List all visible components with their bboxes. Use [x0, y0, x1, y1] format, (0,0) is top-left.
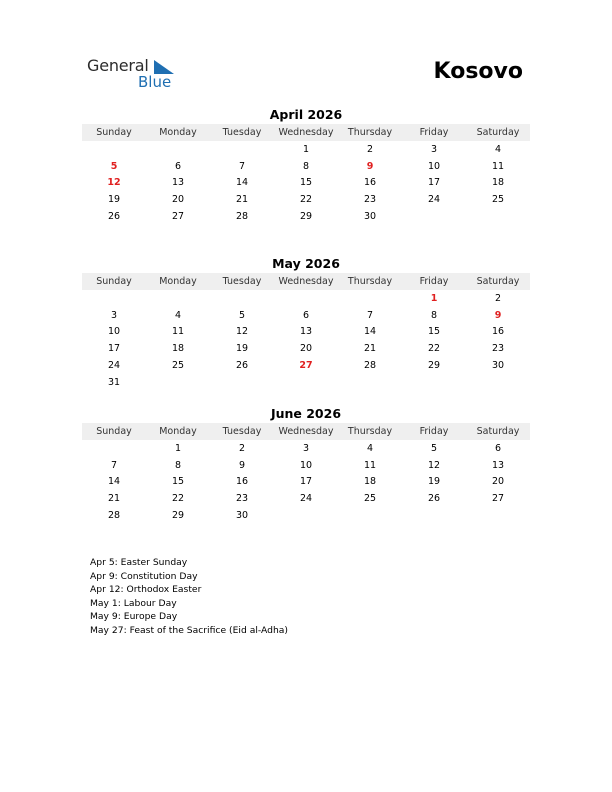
holiday-day-cell: 9	[366, 160, 374, 172]
week-row	[82, 357, 530, 374]
day-cell: 17	[299, 476, 313, 488]
week-row	[82, 374, 530, 391]
day-cell: 5	[430, 442, 438, 454]
day-cell: 7	[110, 459, 118, 471]
weekday-label: Wednesday	[278, 276, 334, 287]
day-cell: 1	[174, 442, 182, 454]
day-cell: 23	[491, 343, 505, 355]
month-calendar-may	[82, 255, 530, 391]
day-cell: 14	[107, 476, 121, 488]
day-cell: 23	[363, 194, 377, 206]
day-cell: 3	[430, 143, 438, 155]
day-cell: 26	[235, 360, 249, 372]
day-cell: 22	[171, 493, 185, 505]
week-row	[82, 175, 530, 192]
day-cell: 6	[174, 160, 182, 172]
week-row	[82, 324, 530, 341]
day-cell: 18	[363, 476, 377, 488]
day-cell: 10	[427, 160, 441, 172]
week-row	[82, 440, 530, 457]
week-row	[82, 141, 530, 158]
day-cell: 22	[427, 343, 441, 355]
day-cell: 8	[302, 160, 310, 172]
week-row	[82, 208, 530, 225]
day-cell: 13	[491, 459, 505, 471]
day-cell: 3	[302, 442, 310, 454]
week-row	[82, 191, 530, 208]
weekday-label: Thursday	[347, 426, 393, 437]
day-cell: 4	[174, 309, 182, 321]
weekday-label: Friday	[419, 127, 449, 138]
weekday-header-row	[82, 124, 530, 141]
day-cell: 8	[174, 459, 182, 471]
holiday-day-cell: 27	[299, 360, 313, 372]
day-cell: 15	[171, 476, 185, 488]
week-row	[82, 307, 530, 324]
day-cell: 15	[427, 326, 441, 338]
weekday-label: Monday	[159, 426, 197, 437]
day-cell: 30	[491, 360, 505, 372]
day-cell: 18	[491, 177, 505, 189]
day-cell: 4	[494, 143, 502, 155]
day-cell: 5	[238, 309, 246, 321]
weekday-label: Saturday	[476, 127, 520, 138]
holiday-day-cell: 5	[110, 160, 118, 172]
day-cell: 23	[235, 493, 249, 505]
holiday-entry: Apr 5: Easter Sunday	[90, 557, 188, 568]
day-cell: 21	[363, 343, 377, 355]
month-title: April 2026	[269, 107, 343, 122]
month-calendar-june	[82, 405, 530, 524]
day-cell: 16	[491, 326, 505, 338]
day-cell: 16	[363, 177, 377, 189]
day-cell: 11	[491, 160, 505, 172]
holiday-day-cell: 12	[107, 177, 121, 189]
weekday-label: Saturday	[476, 426, 520, 437]
day-cell: 21	[235, 194, 249, 206]
weekday-label: Sunday	[96, 276, 132, 287]
month-title: May 2026	[272, 256, 340, 271]
day-cell: 26	[107, 211, 121, 223]
weekday-header-row	[82, 423, 530, 440]
holiday-list	[90, 556, 288, 638]
day-cell: 20	[299, 343, 313, 355]
day-cell: 17	[427, 177, 441, 189]
day-cell: 13	[171, 177, 185, 189]
day-cell: 28	[363, 360, 377, 372]
month-calendar-april	[82, 106, 530, 225]
day-cell: 2	[238, 442, 246, 454]
day-cell: 25	[171, 360, 185, 372]
day-cell: 31	[107, 376, 121, 388]
day-cell: 19	[427, 476, 441, 488]
day-cell: 10	[107, 326, 121, 338]
weekday-header-row	[82, 273, 530, 290]
day-cell: 24	[427, 194, 441, 206]
day-cell: 7	[366, 309, 374, 321]
weekday-label: Tuesday	[222, 276, 262, 287]
weekday-label: Tuesday	[222, 127, 262, 138]
day-cell: 29	[299, 211, 313, 223]
weekday-label: Sunday	[96, 127, 132, 138]
holiday-day-cell: 9	[494, 309, 502, 321]
holiday-entry: May 1: Labour Day	[90, 597, 177, 609]
weekday-label: Monday	[159, 127, 197, 138]
logo-general-text: General	[87, 56, 149, 75]
week-row	[82, 457, 530, 474]
day-cell: 20	[171, 194, 185, 206]
week-row	[82, 290, 530, 307]
month-title: June 2026	[270, 406, 342, 421]
day-cell: 22	[299, 194, 313, 206]
day-cell: 24	[299, 493, 313, 505]
weekday-label: Monday	[159, 276, 197, 287]
day-cell: 6	[302, 309, 310, 321]
weekday-label: Thursday	[347, 127, 393, 138]
day-cell: 27	[171, 211, 185, 223]
day-cell: 1	[302, 143, 310, 155]
day-cell: 29	[171, 510, 185, 522]
day-cell: 27	[491, 493, 505, 505]
day-cell: 16	[235, 476, 249, 488]
day-cell: 28	[107, 510, 121, 522]
logo-triangle-icon	[154, 60, 174, 74]
day-cell: 19	[107, 194, 121, 206]
holiday-entry: Apr 9: Constitution Day	[90, 570, 198, 582]
week-row	[82, 507, 530, 524]
day-cell: 2	[494, 292, 502, 304]
day-cell: 3	[110, 309, 118, 321]
day-cell: 29	[427, 360, 441, 372]
country-title: Kosovo	[433, 59, 523, 84]
day-cell: 4	[366, 442, 374, 454]
day-cell: 14	[235, 177, 249, 189]
week-row	[82, 490, 530, 507]
weekday-label: Friday	[419, 426, 449, 437]
day-cell: 6	[494, 442, 502, 454]
day-cell: 28	[235, 211, 249, 223]
day-cell: 15	[299, 177, 313, 189]
holiday-day-cell: 1	[430, 292, 438, 304]
day-cell: 10	[299, 459, 313, 471]
weekday-label: Friday	[419, 276, 449, 287]
day-cell: 13	[299, 326, 313, 338]
day-cell: 20	[491, 476, 505, 488]
weekday-label: Thursday	[347, 276, 393, 287]
logo-blue-text: Blue	[138, 73, 172, 91]
generalblue-logo	[87, 56, 187, 92]
week-row	[82, 158, 530, 175]
day-cell: 21	[107, 493, 121, 505]
day-cell: 30	[235, 510, 249, 522]
weekday-label: Tuesday	[222, 426, 262, 437]
holiday-entry: Apr 12: Orthodox Easter	[90, 584, 202, 596]
day-cell: 11	[363, 459, 377, 471]
weekday-label: Wednesday	[278, 127, 334, 138]
day-cell: 19	[235, 343, 249, 355]
day-cell: 17	[107, 343, 121, 355]
weekday-label: Wednesday	[278, 426, 334, 437]
day-cell: 30	[363, 211, 377, 223]
day-cell: 11	[171, 326, 185, 338]
week-row	[82, 340, 530, 357]
day-cell: 2	[366, 143, 374, 155]
day-cell: 26	[427, 493, 441, 505]
day-cell: 25	[491, 194, 505, 206]
day-cell: 8	[430, 309, 438, 321]
holiday-entry: May 9: Europe Day	[90, 611, 178, 623]
day-cell: 12	[235, 326, 249, 338]
holiday-entry: May 27: Feast of the Sacrifice (Eid al-Adha)	[90, 624, 289, 636]
day-cell: 25	[363, 493, 377, 505]
day-cell: 9	[238, 459, 246, 471]
day-cell: 14	[363, 326, 377, 338]
day-cell: 24	[107, 360, 121, 372]
day-cell: 7	[238, 160, 246, 172]
weekday-label: Sunday	[96, 426, 132, 437]
day-cell: 18	[171, 343, 185, 355]
week-row	[82, 474, 530, 491]
day-cell: 12	[427, 459, 441, 471]
weekday-label: Saturday	[476, 276, 520, 287]
